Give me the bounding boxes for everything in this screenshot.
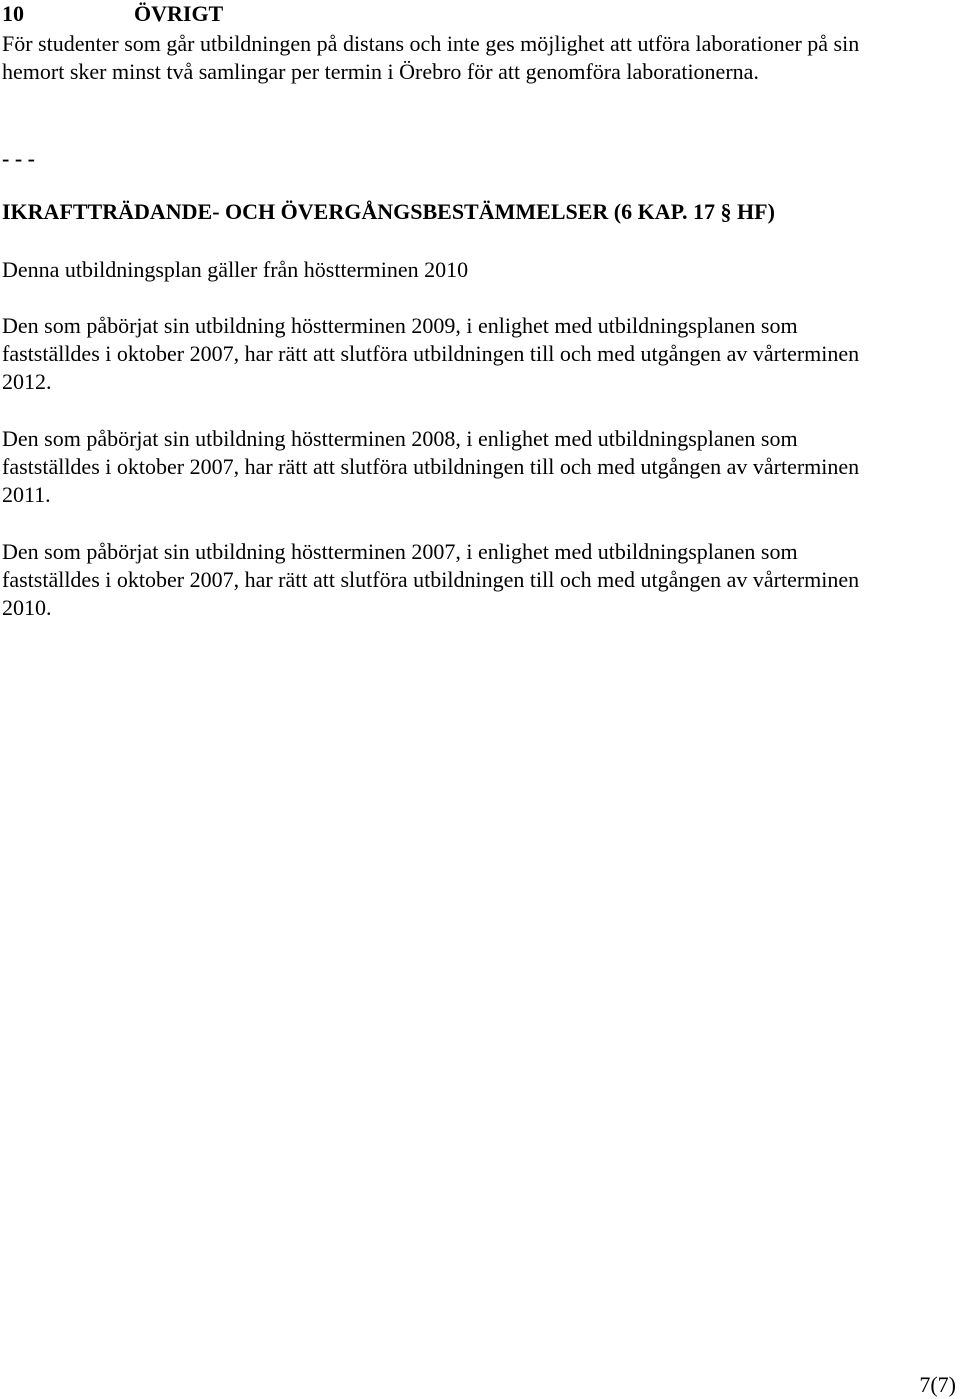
- separator: - - -: [2, 146, 35, 171]
- valid-from-text: Denna utbildningsplan gäller från höstterminen 2010: [2, 257, 469, 282]
- ovrigt-paragraph: [2, 30, 859, 86]
- paragraph-line: För studenter som går utbildningen på distans och inte ges möjlighet att utföra laborationer på sin: [2, 31, 860, 56]
- section-heading: [2, 0, 223, 28]
- page-number: 7(7): [919, 1372, 956, 1397]
- paragraph-line: fastställdes i oktober 2007, har rätt att slutföra utbildningen till och med utgången av vårterminen: [2, 341, 860, 366]
- transition-heading: IKRAFTTRÄDANDE- OCH ÖVERGÅNGSBESTÄMMELSER (6 KAP. 17 § HF): [2, 199, 775, 224]
- paragraph-line: 2010.: [2, 595, 52, 620]
- paragraph-line: Den som påbörjat sin utbildning höstterminen 2007, i enlighet med utbildningsplanen som: [2, 539, 798, 564]
- transition-paragraph: [2, 312, 859, 396]
- transition-paragraph: [2, 538, 859, 622]
- paragraph-line: Den som påbörjat sin utbildning höstterminen 2009, i enlighet med utbildningsplanen som: [2, 313, 798, 338]
- section-title: ÖVRIGT: [134, 1, 224, 26]
- paragraph-line: 2012.: [2, 369, 52, 394]
- transition-paragraph: [2, 425, 859, 509]
- paragraph-line: fastställdes i oktober 2007, har rätt att slutföra utbildningen till och med utgången av vårterminen: [2, 454, 860, 479]
- section-number: 10: [2, 1, 24, 26]
- paragraph-line: hemort sker minst två samlingar per termin i Örebro för att genomföra laborationerna.: [2, 59, 759, 84]
- paragraph-line: Den som påbörjat sin utbildning höstterminen 2008, i enlighet med utbildningsplanen som: [2, 426, 798, 451]
- paragraph-line: 2011.: [2, 482, 51, 507]
- paragraph-line: fastställdes i oktober 2007, har rätt att slutföra utbildningen till och med utgången av vårterminen: [2, 567, 860, 592]
